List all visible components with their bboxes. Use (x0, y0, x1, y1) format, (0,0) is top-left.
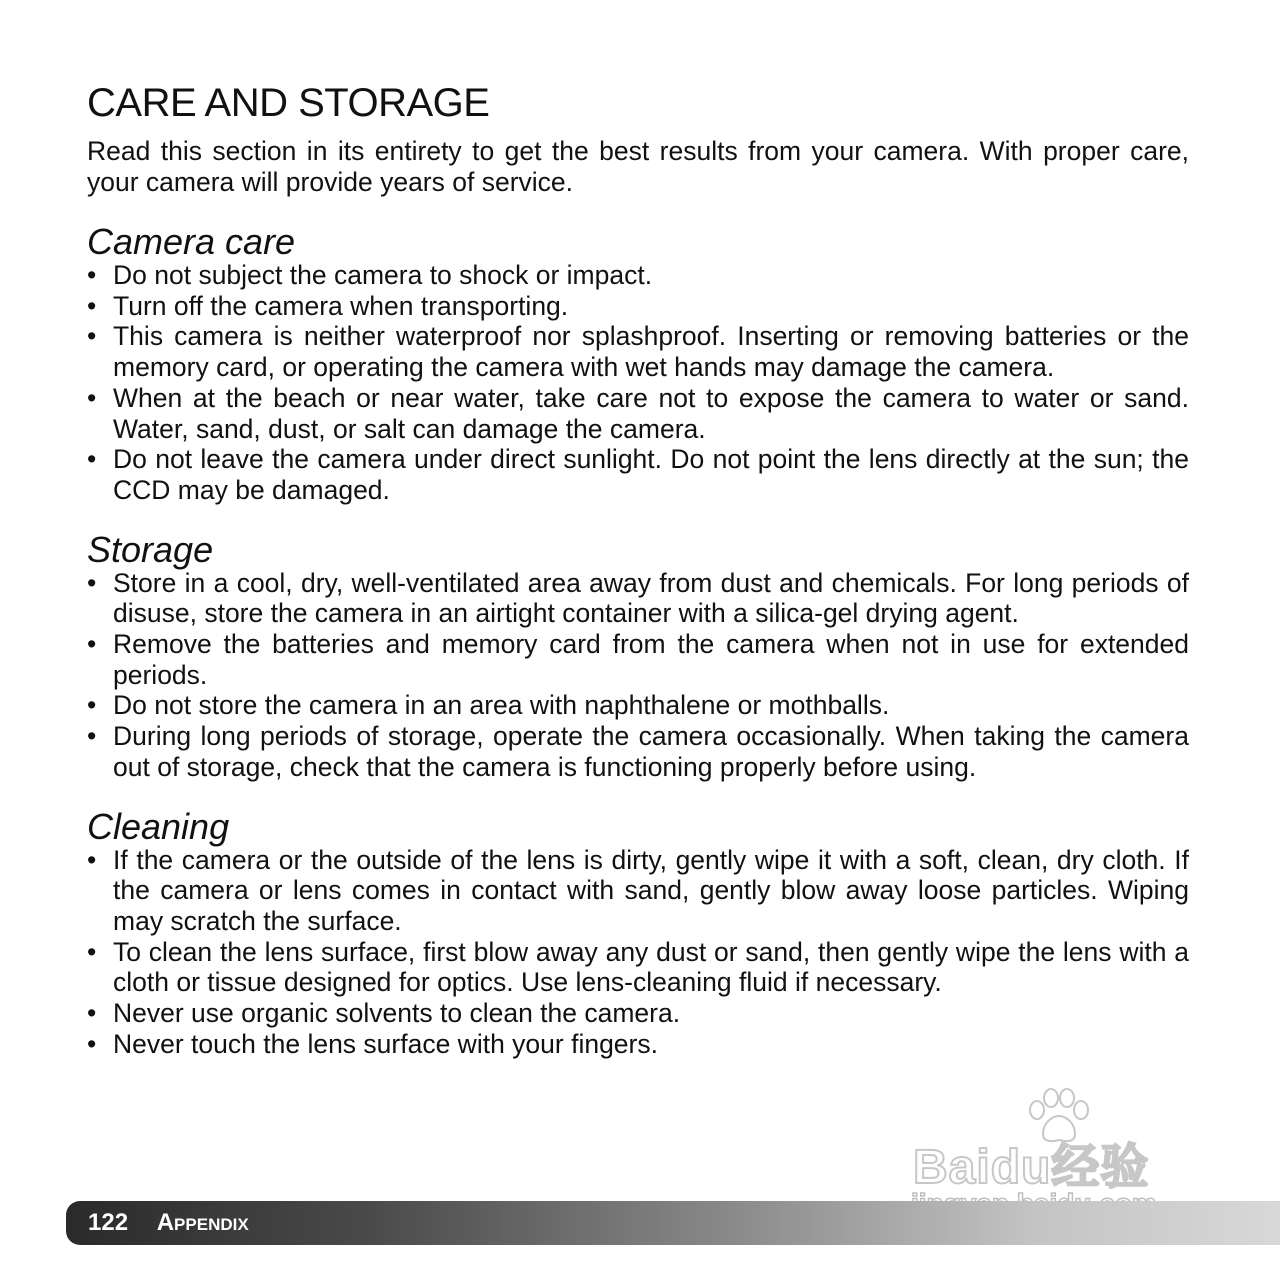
page-number: 122 (88, 1209, 129, 1236)
section-camera-care (87, 221, 1189, 506)
list-item: • This camera is neither waterproof nor splashproof. Inserting or removing batteries or the memory card, or operating the camera with wet hands may damage the camera. (87, 321, 1189, 382)
section-heading: Camera care (87, 221, 296, 262)
list-item: • Store in a cool, dry, well-ventilated area away from dust and chemicals. For long periods of disuse, store the camera in an airtight container with a silica-gel drying agent. (87, 568, 1189, 629)
list-item: • To clean the lens surface, first blow away any dust or sand, then gently wipe the lens with a cloth or tissue designed for optics. Use lens-cleaning fluid if necessary. (87, 937, 1189, 998)
list-item: • When at the beach or near water, take care not to expose the camera to water or sand. Water, sand, dust, or salt can damage the camera. (87, 383, 1189, 444)
list-item: • Do not store the camera in an area with naphthalene or mothballs. (87, 690, 1189, 721)
footer-section-name: Appendix (156, 1209, 249, 1236)
list-item: • Turn off the camera when transporting. (87, 291, 1189, 322)
list-item: • During long periods of storage, operate the camera occasionally. When taking the camera out of storage, check that the camera is functioning properly before using. (87, 721, 1189, 782)
document-page (87, 78, 1189, 1085)
page-title: CARE AND STORAGE (87, 81, 490, 125)
footer (88, 1208, 249, 1238)
list-item: • Do not leave the camera under direct sunlight. Do not point the lens directly at the sun; the CCD may be damaged. (87, 444, 1189, 505)
intro-paragraph: Read this section in its entirety to get the best results from your camera. With proper care, your camera will provide years of service. (87, 136, 1189, 197)
bullet-list (87, 568, 1189, 783)
list-item: • Do not subject the camera to shock or impact. (87, 260, 1189, 291)
section-heading: Cleaning (87, 805, 230, 847)
list-item: • If the camera or the outside of the lens is dirty, gently wipe it with a soft, clean, dry cloth. If the camera or lens comes in contact with sand, gently blow away loose particles. Wiping may scratch the surface. (87, 845, 1189, 937)
list-item: • Remove the batteries and memory card from the camera when not in use for extended periods. (87, 629, 1189, 690)
list-item: • Never touch the lens surface with your fingers. (87, 1029, 1189, 1060)
watermark-brand: Baidu经验 (913, 1141, 1150, 1194)
section-cleaning (87, 805, 1189, 1060)
section-heading: Storage (87, 528, 214, 570)
section-storage (87, 528, 1189, 783)
bullet-list (87, 845, 1189, 1060)
bullet-list (87, 260, 1189, 506)
list-item: • Never use organic solvents to clean the camera. (87, 998, 1189, 1029)
